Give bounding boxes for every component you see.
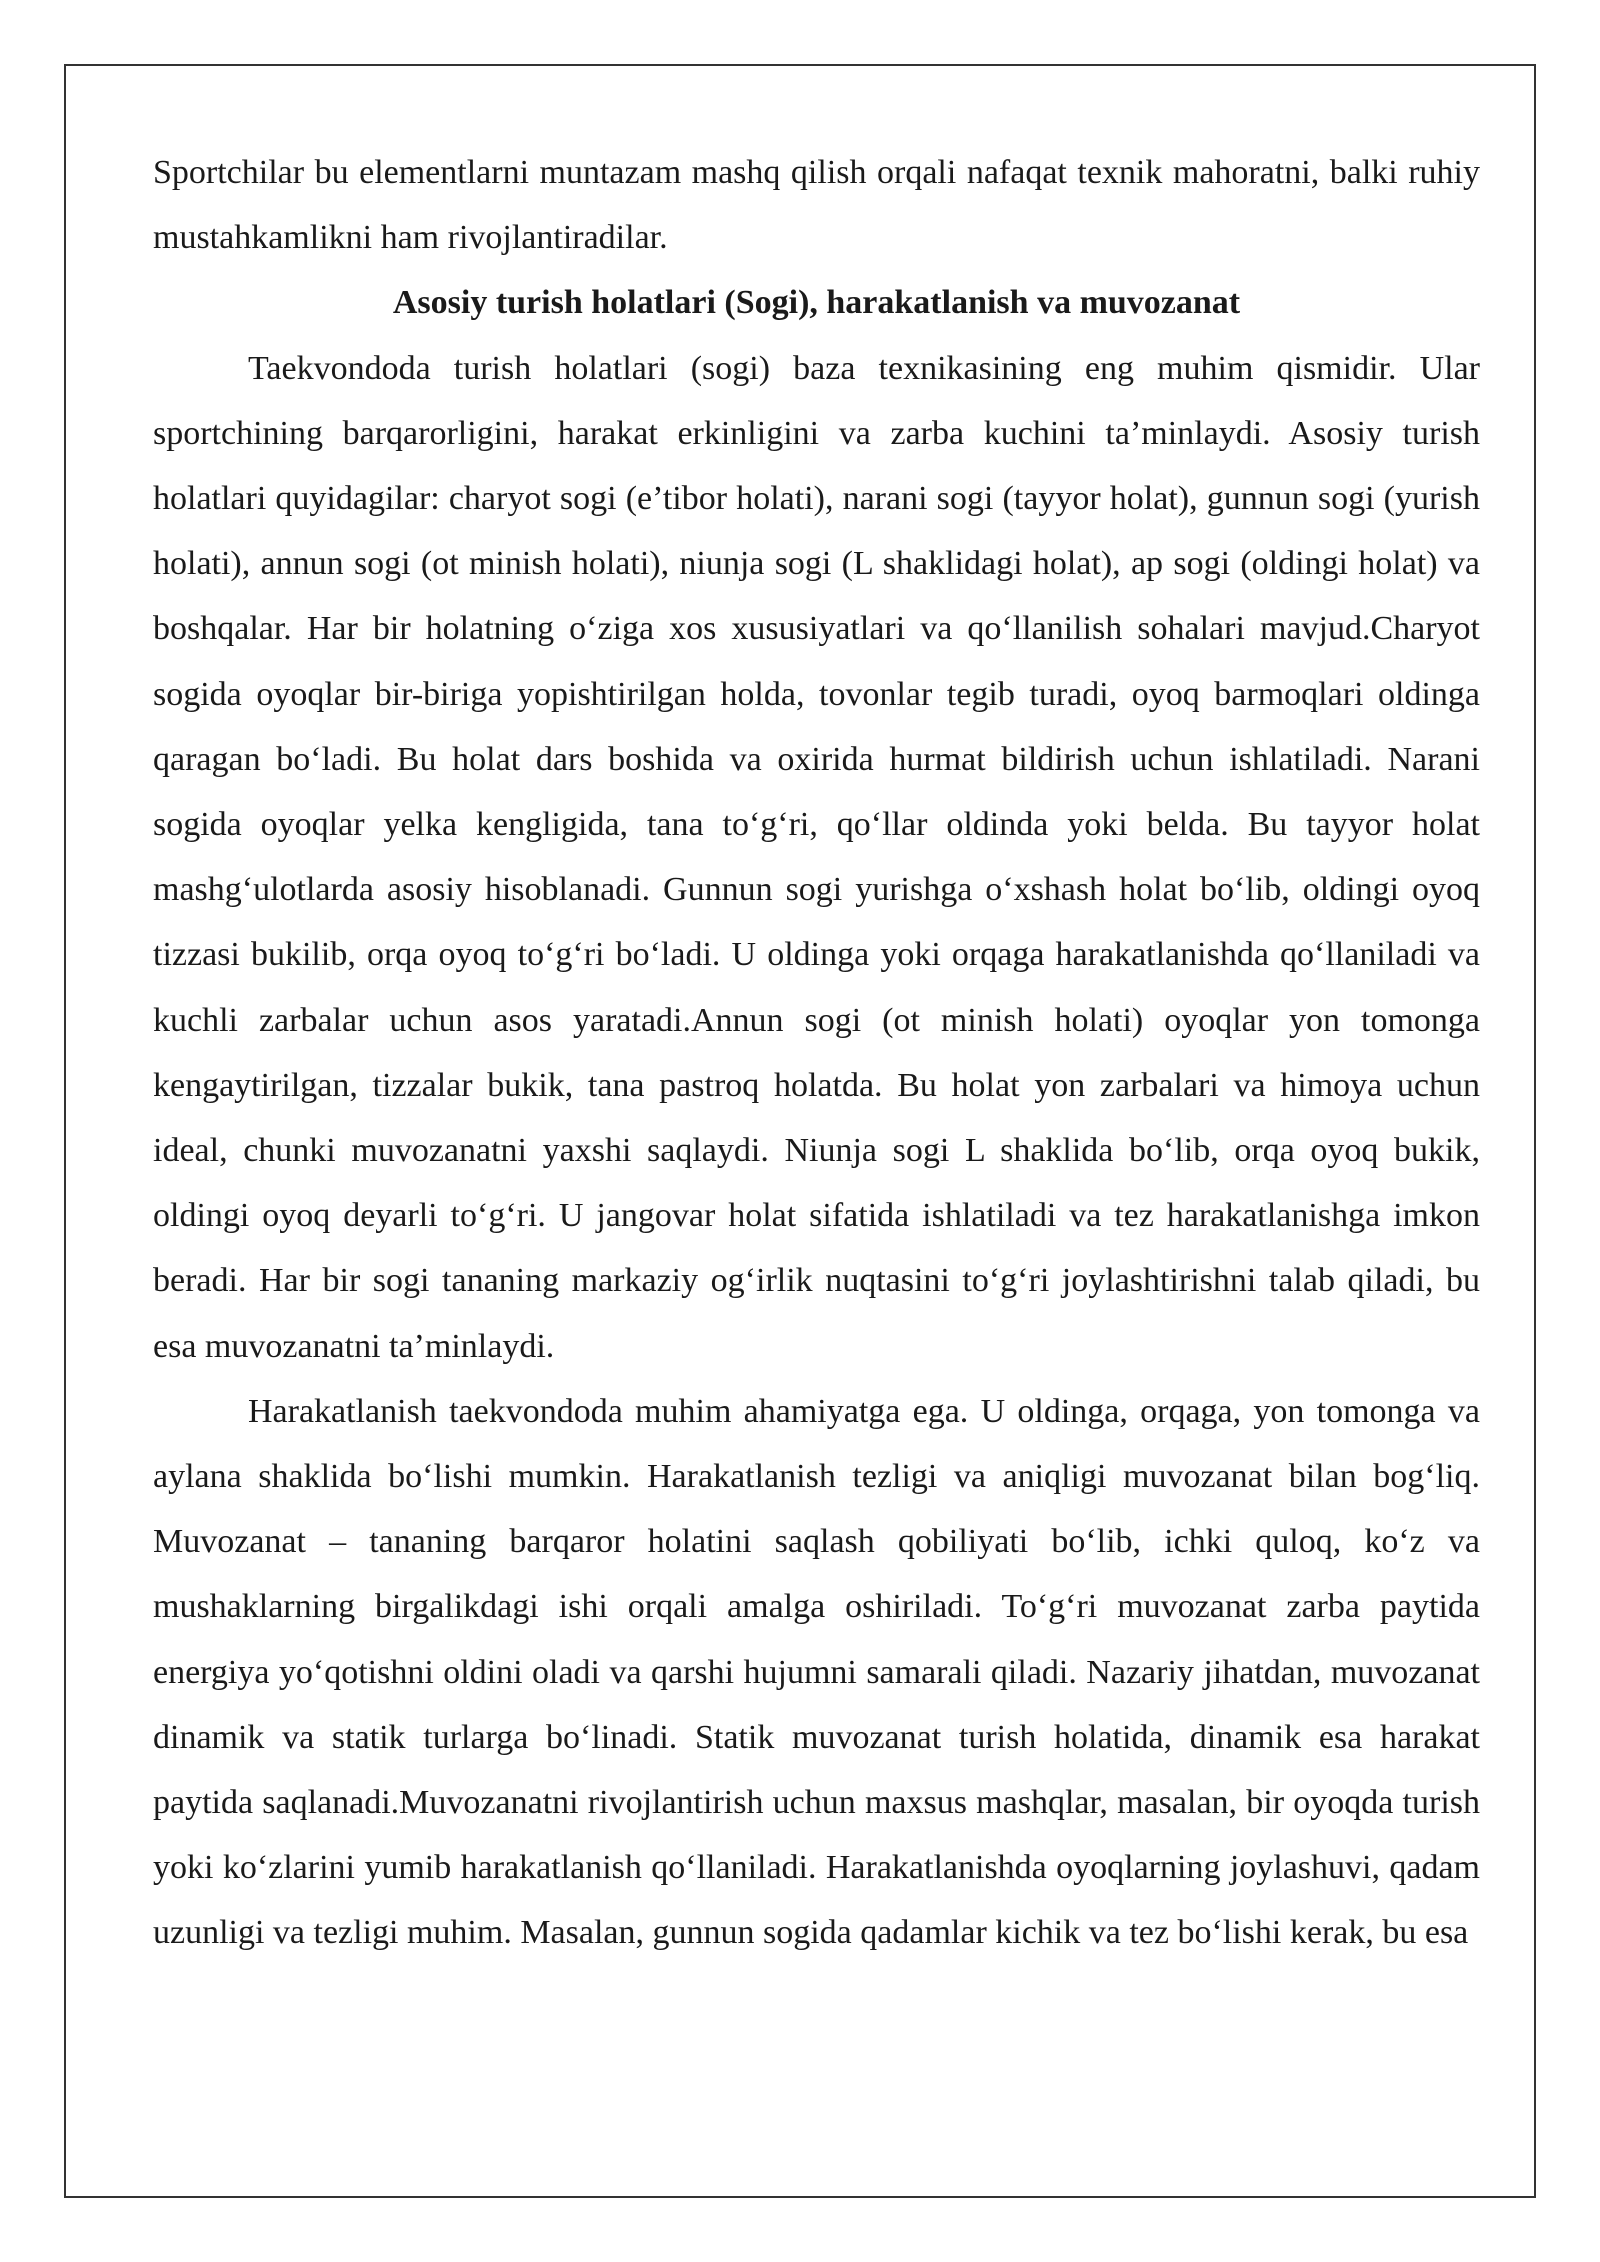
paragraph-2: Taekvondoda turish holatlari (sogi) baza texnikasining eng muhim qismidir. Ular sportchining barqarorligini, harakat erkinligini va zarba kuchini ta’minlaydi. Asosiy turish holatlari quyidagilar: charyot sogi (e’tibor holati), narani sogi (tayyor holat), gunnun sogi (yurish holati), annun sogi (ot minish holati), niunja sogi (L shaklidagi holat), ap sogi (oldingi holat) va boshqalar. Har bir holatning o‘ziga xos xususiyatlari va qo‘llanilish sohalari mavjud.Charyot sogida oyoqlar bir-biriga yopishtirilgan holda, tovonlar tegib turadi, oyoq barmoqlari oldinga qaragan bo‘ladi. Bu holat dars boshida va oxirida hurmat bildirish uchun ishlatiladi. Narani sogida oyoqlar yelka kengligida, tana to‘g‘ri, qo‘llar oldinda yoki belda. Bu tayyor holat mashg‘ulotlarda asosiy hisoblanadi. Gunnun sogi yurishga o‘xshash holat bo‘lib, oldingi oyoq tizzasi bukilib, orqa oyoq to‘g‘ri bo‘ladi. U oldinga yoki orqaga harakatlanishda qo‘llaniladi va kuchli zarbalar uchun asos yaratadi.Annun sogi (ot minish holati) oyoqlar yon tomonga kengaytirilgan, tizzalar bukik, tana pastroq holatda. Bu holat yon zarbalari va himoya uchun ideal, chunki muvozanatni yaxshi saqlaydi. Niunja sogi L shaklida bo‘lib, orqa oyoq bukik, oldingi oyoq deyarli to‘g‘ri. U jangovar holat sifatida ishlatiladi va tez harakatlanishga imkon beradi. Har bir sogi tananing markaziy og‘irlik nuqtasini to‘g‘ri joylashtirishni talab qiladi, bu esa muvozanatni ta’minlaydi. [153,349,1480,1365]
document-body [153,140,1480,1966]
section-heading: Asosiy turish holatlari (Sogi), harakatlanish va muvozanat [392,284,1241,322]
paragraph-1: Sportchilar bu elementlarni muntazam mashq qilish orqali nafaqat texnik mahoratni, balki ruhiy mustahkamlikni ham rivojlantiradilar. [153,154,1480,257]
paragraph-3: Harakatlanish taekvondoda muhim ahamiyatga ega. U oldinga, orqaga, yon tomonga va aylana shaklida bo‘lishi mumkin. Harakatlanish tezligi va aniqligi muvozanat bilan bog‘liq. Muvozanat – tananing barqaror holatini saqlash qobiliyati bo‘lib, ichki quloq, ko‘z va mushaklarning birgalikdagi ishi orqali amalga oshiriladi. To‘g‘ri muvozanat zarba paytida energiya yo‘qotishni oldini oladi va qarshi hujumni samarali qiladi. Nazariy jihatdan, muvozanat dinamik va statik turlarga bo‘linadi. Statik muvozanat turish holatida, dinamik esa harakat paytida saqlanadi.Muvozanatni rivojlantirish uchun maxsus mashqlar, masalan, bir oyoqda turish yoki ko‘zlarini yumib harakatlanish qo‘llaniladi. Harakatlanishda oyoqlarning joylashuvi, qadam uzunligi va tezligi muhim. Masalan, gunnun sogida qadamlar kichik va tez bo‘lishi kerak, bu esa [153,1392,1480,1952]
